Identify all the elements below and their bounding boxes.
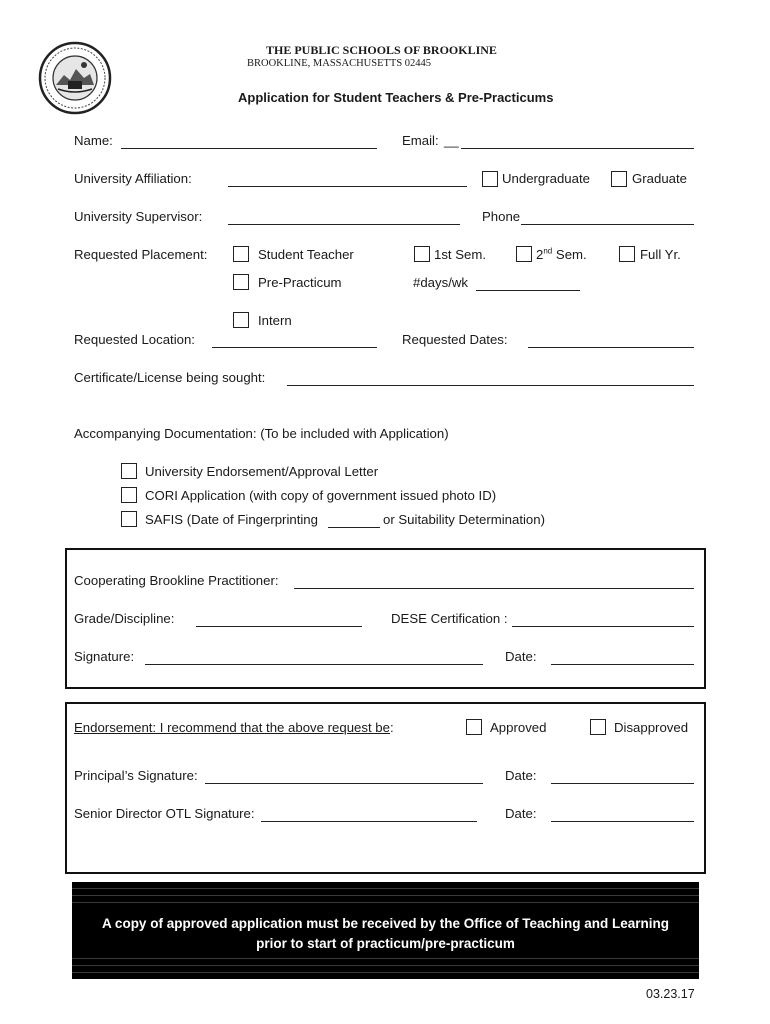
name-field[interactable]	[121, 148, 377, 149]
full-yr-checkbox[interactable]	[619, 246, 635, 262]
endorsement-letter-checkbox[interactable]	[121, 463, 137, 479]
principal-signature-label: Principal’s Signature:	[74, 768, 198, 783]
location-field[interactable]	[212, 347, 377, 348]
endorsement-label: Endorsement: I recommend that the above request be:	[74, 720, 394, 735]
school-address: BROOKLINE, MASSACHUSETTS 02445	[247, 58, 432, 69]
practitioner-date-field[interactable]	[551, 664, 694, 665]
pre-practicum-checkbox[interactable]	[233, 274, 249, 290]
phone-field[interactable]	[521, 224, 694, 225]
intern-checkbox[interactable]	[233, 312, 249, 328]
dese-label: DESE Certification :	[391, 611, 508, 626]
cori-checkbox[interactable]	[121, 487, 137, 503]
pre-practicum-label: Pre-Practicum	[258, 275, 342, 290]
graduate-label: Graduate	[632, 171, 687, 186]
certificate-field[interactable]	[287, 385, 694, 386]
phone-label: Phone	[482, 209, 521, 224]
first-sem-label: 1st Sem.	[434, 247, 487, 262]
intern-label: Intern	[258, 313, 292, 328]
grade-label: Grade/Discipline:	[74, 611, 175, 626]
school-title: THE PUBLIC SCHOOLS OF BROOKLINE	[266, 43, 497, 57]
supervisor-label: University Supervisor:	[74, 209, 203, 224]
certificate-label: Certificate/License being sought:	[74, 370, 266, 385]
grade-field[interactable]	[196, 626, 362, 627]
cooperating-label: Cooperating Brookline Practitioner:	[74, 573, 279, 588]
endorsement-letter-label: University Endorsement/Approval Letter	[145, 464, 379, 479]
graduate-checkbox[interactable]	[611, 171, 627, 187]
senior-date-label: Date:	[505, 806, 537, 821]
location-label: Requested Location:	[74, 332, 195, 347]
safis-checkbox[interactable]	[121, 511, 137, 527]
documentation-heading: Accompanying Documentation: (To be included with Application)	[74, 426, 449, 441]
cooperating-field[interactable]	[294, 588, 694, 589]
approved-label: Approved	[490, 720, 547, 735]
dates-field[interactable]	[528, 347, 694, 348]
placement-label: Requested Placement:	[74, 247, 208, 262]
first-sem-checkbox[interactable]	[414, 246, 430, 262]
approved-checkbox[interactable]	[466, 719, 482, 735]
name-label: Name:	[74, 133, 113, 148]
dese-field[interactable]	[512, 626, 694, 627]
cori-label: CORI Application (with copy of government issued photo ID)	[145, 488, 497, 503]
student-teacher-label: Student Teacher	[258, 247, 354, 262]
practitioner-date-label: Date:	[505, 649, 537, 664]
principal-signature-field[interactable]	[205, 783, 483, 784]
student-teacher-checkbox[interactable]	[233, 246, 249, 262]
safis-suffix-label: or Suitability Determination)	[383, 512, 545, 527]
senior-date-field[interactable]	[551, 821, 694, 822]
fingerprinting-date-field[interactable]	[328, 527, 380, 528]
notice-banner	[72, 882, 699, 979]
undergraduate-checkbox[interactable]	[482, 171, 498, 187]
affiliation-label: University Affiliation:	[74, 171, 192, 186]
disapproved-checkbox[interactable]	[590, 719, 606, 735]
school-seal-logo	[38, 41, 112, 115]
senior-director-field[interactable]	[261, 821, 477, 822]
full-yr-label: Full Yr.	[640, 247, 681, 262]
safis-label: SAFIS (Date of Fingerprinting	[145, 512, 318, 527]
email-field[interactable]	[461, 148, 694, 149]
practitioner-signature-field[interactable]	[145, 664, 483, 665]
supervisor-field[interactable]	[228, 224, 460, 225]
senior-director-label: Senior Director OTL Signature:	[74, 806, 255, 821]
days-wk-field[interactable]	[476, 290, 580, 291]
dates-label: Requested Dates:	[402, 332, 508, 347]
notice-line-2: prior to start of practicum/pre-practicum	[256, 936, 515, 951]
practitioner-signature-label: Signature:	[74, 649, 135, 664]
affiliation-field[interactable]	[228, 186, 467, 187]
notice-line-1: A copy of approved application must be received by the Office of Teaching and Learning	[101, 916, 670, 931]
days-wk-label: #days/wk	[413, 275, 468, 290]
undergraduate-label: Undergraduate	[502, 171, 590, 186]
disapproved-label: Disapproved	[614, 720, 689, 735]
form-title: Application for Student Teachers & Pre-Practicums	[238, 90, 554, 105]
second-sem-label: 2nd Sem.	[536, 246, 587, 262]
second-sem-checkbox[interactable]	[516, 246, 532, 262]
email-label: Email:	[402, 133, 439, 148]
principal-date-field[interactable]	[551, 783, 694, 784]
principal-date-label: Date:	[505, 768, 537, 783]
form-version: 03.23.17	[646, 987, 695, 1001]
email-prefix: __	[444, 133, 459, 148]
